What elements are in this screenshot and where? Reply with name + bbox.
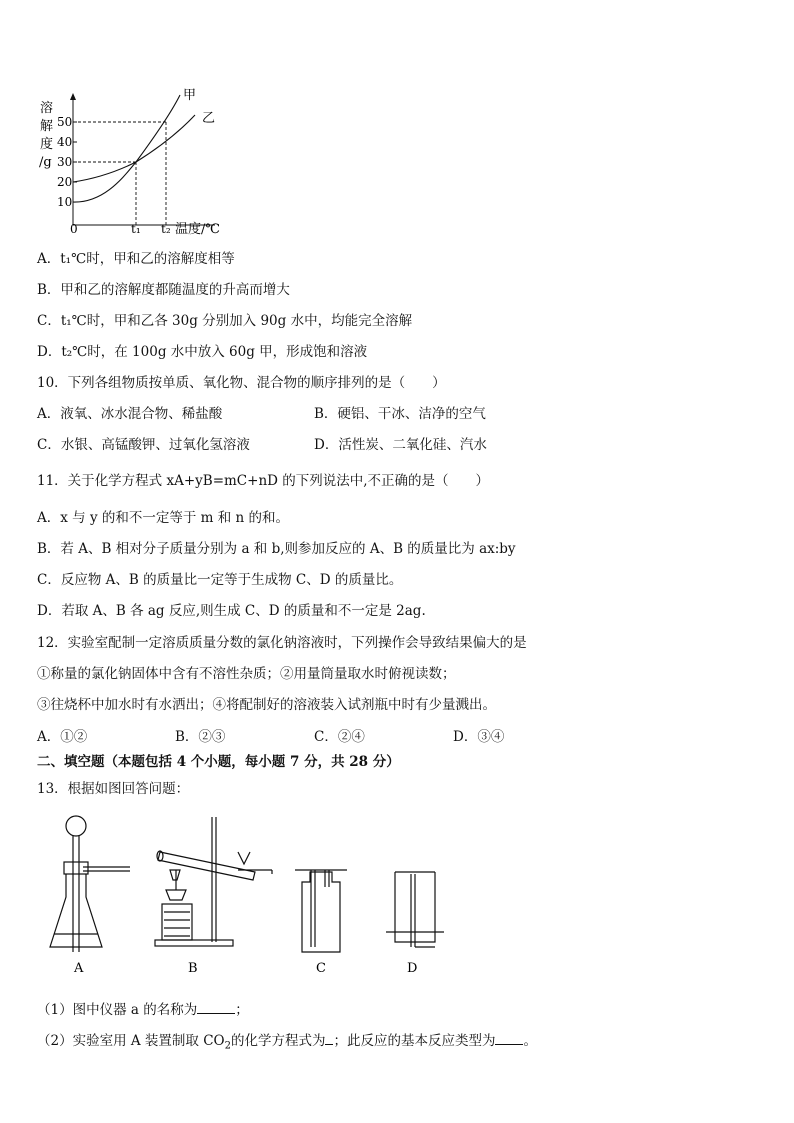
q12-option-c: C．②④: [314, 729, 365, 745]
apparatus-label-d: D: [407, 961, 418, 976]
q9-option-c: C．t₁℃时，甲和乙各 30g 分别加入 90g 水中，均能完全溶解: [37, 313, 413, 329]
q12-option-a: A．①②: [37, 729, 88, 745]
q13-sub-1-blank[interactable]: [197, 1000, 235, 1014]
q13-sub-2-text-c: ；此反应的基本反应类型为: [333, 1033, 496, 1049]
q9-option-b: B．甲和乙的溶解度都随温度的升高而增大: [37, 282, 290, 298]
q11-option-c: C．反应物 A、B 的质量比一定等于生成物 C、D 的质量比。: [37, 572, 403, 588]
q11-stem: 11．关于化学方程式 xA+yB=mC+nD 的下列说法中,不正确的是（ ）: [37, 473, 490, 489]
y-label-3: 度: [40, 137, 54, 152]
apparatus-label-b: B: [188, 961, 198, 976]
apparatus-d: [386, 872, 444, 947]
q13-sub-2: [37, 1031, 537, 1056]
q12-line-1: ①称量的氯化钠固体中含有不溶性杂质；②用量筒量取水时俯视读数；: [37, 666, 456, 682]
curve-yi: [73, 115, 195, 182]
q11-option-a: A．x 与 y 的和不一定等于 m 和 n 的和。: [37, 510, 290, 526]
curve-label-yi: 乙: [202, 111, 216, 126]
y-label-4: /g: [39, 155, 52, 170]
curve-label-jia: 甲: [183, 88, 197, 103]
y-tick-30: 30: [57, 155, 73, 169]
apparatus-a: [50, 816, 130, 952]
apparatus-figure: [40, 812, 460, 987]
solubility-graph: [30, 85, 260, 235]
y-tick-40: 40: [57, 135, 73, 149]
q10-option-a: A．液氧、冰水混合物、稀盐酸: [37, 406, 223, 422]
y-tick-50: 50: [57, 115, 73, 129]
y-tick-10: 10: [57, 195, 73, 209]
q13-stem: 13．根据如图回答问题：: [37, 781, 190, 797]
q13-sub-2-end: 。: [523, 1033, 537, 1049]
q13-sub-2-blank-2[interactable]: [495, 1031, 523, 1045]
q13-sub-2-subscript: 2: [224, 1040, 231, 1052]
apparatus-b: [155, 817, 272, 946]
y-tick-20: 20: [57, 175, 73, 189]
origin-label: 0: [70, 222, 78, 235]
q12-stem: 12．实验室配制一定溶质质量分数的氯化钠溶液时，下列操作会导致结果偏大的是: [37, 635, 527, 651]
apparatus-label-c: C: [316, 961, 326, 976]
q10-stem: 10．下列各组物质按单质、氧化物、混合物的顺序排列的是（ ）: [37, 375, 446, 391]
y-label-1: 溶: [40, 101, 54, 116]
q13-sub-2-text-b: 的化学方程式为: [230, 1033, 326, 1049]
x-axis-label: 温度/℃: [175, 222, 220, 235]
q12-option-d: D．③④: [453, 729, 505, 745]
q10-option-b: B．硬铝、干冰、洁净的空气: [314, 406, 486, 422]
q9-option-d: D．t₂℃时，在 100g 水中放入 60g 甲，形成饱和溶液: [37, 344, 368, 360]
q10-option-d: D．活性炭、二氧化硅、汽水: [314, 437, 487, 453]
apparatus-label-a: A: [74, 961, 84, 976]
q10-option-c: C．水银、高锰酸钾、过氧化氢溶液: [37, 437, 250, 453]
q11-option-d: D．若取 A、B 各 ag 反应,则生成 C、D 的质量和不一定是 2ag.: [37, 603, 426, 619]
curve-jia: [73, 95, 180, 202]
x-tick-t2: t₂: [161, 222, 171, 235]
q13-sub-2-text-a: （2）实验室用 A 装置制取 CO: [37, 1033, 225, 1049]
y-axis-arrow: [70, 93, 76, 100]
q13-sub-1-end: ；: [235, 1002, 249, 1018]
section-2-heading: 二、填空题（本题包括 4 个小题，每小题 7 分，共 28 分）: [37, 754, 400, 770]
q9-option-a: A．t₁℃时，甲和乙的溶解度相等: [37, 251, 235, 267]
apparatus-c: [295, 870, 347, 952]
q12-option-b: B．②③: [175, 729, 226, 745]
q13-sub-1-text: （1）图中仪器 a 的名称为: [37, 1002, 198, 1018]
q12-line-2: ③往烧杯中加水时有水洒出；④将配制好的溶液装入试剂瓶中时有少量溅出。: [37, 697, 496, 713]
q11-option-b: B．若 A、B 相对分子质量分别为 a 和 b,则参加反应的 A、B 的质量比为 ax:by: [37, 541, 516, 557]
x-tick-t1: t₁: [131, 222, 141, 235]
q13-sub-1: [37, 1000, 249, 1019]
guide-lines: [73, 122, 166, 225]
y-label-2: 解: [40, 119, 54, 134]
